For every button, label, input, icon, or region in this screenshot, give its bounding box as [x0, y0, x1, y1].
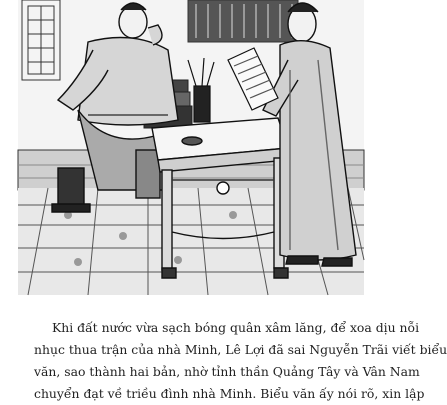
woodcut-illustration-icon — [18, 0, 364, 295]
paragraph-line: văn, sao thành hai bản, nhờ tỉnh thần Quảng Tây và Vân Nam — [34, 364, 420, 379]
paragraph-line: chuyển đạt về triều đình nhà Minh. Biểu văn ấy nói rõ, xin lập — [34, 386, 425, 401]
illustration — [18, 0, 364, 295]
body-text — [34, 317, 447, 405]
paragraph-line: nhục thua trận của nhà Minh, Lê Lợi đã sai Nguyễn Trãi viết biểu — [34, 342, 447, 357]
paragraph-line: Khi đất nước vừa sạch bóng quân xâm lăng, để xoa dịu nỗi — [52, 320, 420, 335]
